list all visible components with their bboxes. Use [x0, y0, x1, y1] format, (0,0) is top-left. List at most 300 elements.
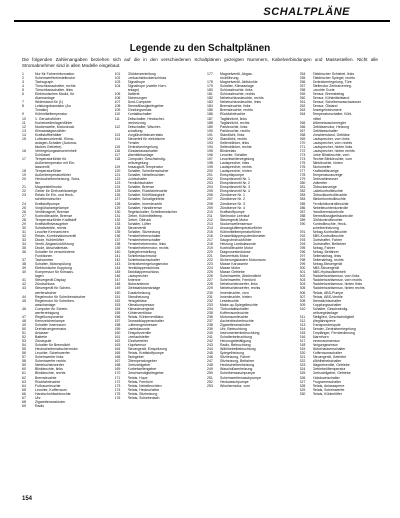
legend-number: 12 [22, 124, 26, 129]
legend-label: Linke Blinkleuchte, vorn [312, 152, 350, 157]
legend-number: 274 [299, 156, 306, 161]
legend-number: 166 [114, 355, 121, 360]
legend-label: Magnetventile, Getriebe [312, 363, 350, 368]
legend-number: 27 [22, 213, 26, 218]
legend-number: 308 [299, 298, 306, 303]
legend-number: 174 [114, 387, 121, 392]
legend-label: Sensor, Scheibenwaschwasser [312, 100, 361, 105]
legend-label: Ventil, Abgasrückführung [35, 241, 74, 246]
legend-label: Zündverteiler [127, 339, 148, 344]
legend-label: scheibenheizung [312, 225, 339, 230]
legend-number: 115 [114, 144, 121, 149]
legend-number: 54 [22, 343, 26, 348]
legend-number: 24 [22, 201, 26, 206]
legend-number: 251 [207, 375, 213, 380]
legend-label: Bremsleuchte [35, 375, 57, 380]
legend-label: Transponderspule [312, 322, 341, 327]
legend-number: 63 [22, 379, 26, 384]
legend-label: Kraftstoffanzeige [312, 169, 339, 174]
legend-label: Sensor, Ölstand [312, 104, 338, 109]
legend-label: Gebläsemotor, Heizung [312, 124, 350, 129]
legend-label: Masse Getriebe [220, 270, 245, 275]
legend-label: Blinkrelais [220, 148, 236, 153]
legend-number: 15 [22, 136, 26, 141]
legend-number: 168 [114, 363, 121, 368]
legend-label: Zündanlassschalter [127, 148, 158, 153]
legend-label: werferreinigung [35, 310, 60, 315]
legend-number: 278 [299, 173, 306, 178]
legend-label: Scheinwerfer, Fernlicht [220, 278, 256, 283]
legend-label: Zündungsrelais [127, 108, 152, 113]
legend-number: 13 [22, 128, 26, 133]
legend-number: 268 [299, 132, 306, 137]
legend-number: 157 [114, 318, 121, 323]
legend-label: Schiebedachschalter [127, 258, 160, 263]
legend-number: 175 [114, 391, 121, 396]
legend-label: Steuergerät Display [35, 278, 66, 283]
legend-number: 150 [114, 290, 121, 295]
legend-label: Radio, Beleuchtung [220, 343, 251, 348]
legend-label: Kontrollleuchte, Bremse [35, 213, 73, 218]
legend-number: 141 [114, 254, 121, 259]
legend-number: 112 [114, 124, 121, 129]
legend-label: Schlüssel [35, 152, 50, 157]
legend-label: Blinkerkontrollleuchte [312, 197, 346, 202]
legend-label: Schlussleuchte, rechts [220, 92, 256, 97]
legend-label: Gurtstraffer, Beifahrer [312, 241, 347, 246]
legend-number: 286 [299, 205, 306, 210]
legend-number: 284 [299, 197, 306, 202]
legend-number: 134 [114, 225, 121, 230]
legend-number: 140 [114, 250, 121, 255]
legend-number: 231 [207, 294, 213, 299]
legend-label: Computer, Geschwindig- [127, 156, 166, 161]
legend-label: Signalhupe (zweite Horn- [127, 84, 167, 89]
legend-label: Kickdownschalter [312, 375, 340, 380]
legend-label: Glühkontrollleuchte [312, 217, 343, 222]
legend-label: Drehzahlmesser [312, 177, 338, 182]
legend-number: 49 [22, 322, 26, 327]
legend-label: Airbag-Steuergerät [312, 262, 343, 267]
legend-number: 137 [114, 237, 121, 242]
legend-number: 267 [299, 128, 306, 133]
legend-number: 180 [207, 88, 213, 93]
legend-number: 110 [114, 112, 121, 117]
legend-label: Bremsleuchte, rechts [220, 108, 253, 113]
legend-number: 270 [299, 140, 306, 145]
legend-label: Kurbelwellengeber [127, 367, 157, 372]
legend-label: Antenne [127, 278, 141, 283]
legend-number: 266 [299, 124, 306, 129]
legend-label: Drehzahlgeber, Getriebe [312, 371, 351, 376]
legend-number: 201 [207, 173, 213, 178]
legend-label: Batterie [35, 335, 48, 340]
legend-number: 23 [22, 193, 26, 198]
legend-number: 311 [299, 314, 306, 319]
legend-label: Sensor, Bremsbelag [312, 92, 345, 97]
legend-number: 293 [299, 237, 306, 242]
legend-label: Lautsprecher, vorn rechts [312, 140, 352, 145]
legend-label: Sitzheizung, Beifahrer [220, 359, 255, 364]
legend-label: Seitenblinker, links [220, 140, 249, 145]
legend-number: 255 [299, 76, 306, 81]
legend-number: 314 [299, 326, 306, 331]
legend-label: Tagfahrlicht, links [220, 116, 247, 121]
legend-label: Fensterhebermotor, rechts [127, 246, 169, 251]
legend-number: 37 [22, 258, 26, 263]
legend-label: Fernlichtschalter [127, 181, 154, 186]
legend-number: 288 [299, 213, 306, 218]
legend-label: Diebstahlwarnanlage [127, 286, 161, 291]
legend-number: 113 [114, 132, 121, 137]
legend-number: 62 [22, 375, 26, 380]
legend-label: Scheinwerfer, Abblendlicht [220, 274, 262, 279]
legend-label: Stellglied, Geschwindigkeit [312, 314, 355, 319]
legend-label: Alarmanlage [35, 96, 55, 101]
legend-number: 233 [207, 302, 213, 307]
legend-number: 26 [22, 209, 26, 214]
legend-label: Heckwaschpumpe [220, 379, 249, 384]
legend-number: 151 [114, 294, 121, 299]
legend-label: Leuchte Kennzeichen [35, 229, 69, 234]
legend-label: Blinkleuchte, links [35, 367, 63, 372]
legend-label: Leuchte, Scheinwerfer [35, 351, 70, 356]
legend-number: 187 [207, 116, 213, 121]
legend-label: Sicherungen [127, 96, 148, 101]
legend-label: Vorwiderstand, Gebläse [312, 132, 350, 137]
legend-label: Schalter, Kühlflüssigkeit [127, 193, 165, 198]
legend-number: 275 [299, 161, 306, 166]
legend-number: 222 [207, 258, 213, 263]
page-number: 154 [22, 496, 33, 502]
legend-number: 232 [207, 298, 213, 303]
legend-number: 164 [114, 347, 121, 352]
legend-label: Schalter für Bremslicht [35, 343, 71, 348]
legend-label: Temperaturfühler für [35, 156, 67, 161]
legend-number: 68 [22, 399, 26, 404]
legend-number: 60 [22, 367, 26, 372]
legend-label: keitsregelanlage [312, 310, 338, 315]
legend-label: Einspritzventil Nr. 1 [220, 177, 250, 182]
legend-number: 183 [207, 100, 213, 105]
legend-label: Drosselklappenschalter [127, 318, 164, 323]
legend-label: Scheinwerferwaschpumpe [220, 375, 262, 380]
legend-number: 325 [299, 371, 306, 376]
legend-label: Funktionen [35, 254, 53, 259]
legend-label: Nockenwelle, Motordruck [35, 124, 75, 129]
legend-label: Spiegelverstellung [127, 250, 157, 255]
legend-number: 197 [207, 156, 213, 161]
legend-number: 240 [207, 331, 213, 335]
legend-number: 271 [299, 144, 306, 149]
legend-number: 124 [114, 185, 121, 190]
legend-label: Zeitschalter, Heckschei- [127, 116, 165, 121]
legend-label: Gebläseschalter [312, 128, 338, 133]
page-header [14, 6, 390, 20]
legend-label: Relais, Schiebedach [127, 395, 160, 400]
legend-label: Spiegelheizung [220, 351, 244, 356]
legend-label: Türschlossschalter, links [35, 88, 73, 93]
legend-number: 301 [299, 270, 306, 275]
legend-number: 272 [299, 148, 306, 153]
legend-label: Öldruckanzeige [312, 185, 337, 190]
legend-label: Schalter, Geschwindig- [312, 306, 349, 311]
legend-number: 66 [22, 391, 26, 396]
legend-label: Relais, Anlasssperre [312, 383, 345, 388]
legend-number: 302 [299, 274, 306, 279]
legend-number: 218 [207, 241, 213, 246]
legend-number: 252 [207, 379, 213, 384]
legend-label: werferwischer [35, 290, 57, 295]
legend-label: Drehstromgenerator [35, 326, 67, 331]
legend-number: 129 [114, 205, 121, 210]
legend-label: Einspritzventil Nr. 4 [220, 189, 250, 194]
legend-number: 234 [207, 306, 213, 311]
legend-label: Anzeigeinstrument [312, 108, 342, 113]
legend-label: Nebelscheinwerfer [35, 363, 64, 368]
legend-label: Regelkomponente [35, 314, 64, 319]
legend-number: 133 [114, 221, 121, 226]
legend-label: Zigarettenanzünder [220, 322, 251, 327]
legend-label: Stellmotor Zentralverrieg. [312, 84, 352, 89]
legend-label: Nebelscheinwerfer, links [220, 282, 258, 287]
legend-label: Relais für Ein- und Heck- [35, 193, 74, 198]
legend-label: Öltemperaturgeber [127, 359, 157, 364]
legend-number: 321 [299, 355, 306, 360]
legend-number: 205 [207, 189, 213, 194]
legend-number: 295 [299, 246, 306, 251]
legend-number: 7 [22, 100, 24, 105]
legend-label: Kraftstoffbehälter [35, 132, 62, 137]
legend-number: 107 [114, 100, 121, 105]
legend-number: 34 [22, 241, 26, 246]
legend-number: 230 [207, 290, 213, 295]
legend-number: 163 [114, 343, 121, 348]
legend-label: Zusatzheizung [127, 290, 151, 295]
legend-number: 229 [207, 286, 213, 291]
legend-label: Kennzeichenlampe [35, 318, 65, 323]
legend-label: Schalter, Scheibenwischer [127, 169, 169, 174]
legend-number: 47 [22, 314, 26, 319]
legend-entry [207, 384, 294, 388]
legend-number: 329 [299, 387, 306, 392]
legend-label: tisches Getriebe) [35, 144, 62, 149]
legend-number: 11 [22, 120, 26, 125]
legend-number: 178 [207, 80, 213, 85]
legend-number: 142 [114, 258, 121, 263]
legend-label: Rechte Blinkleuchte, vorn [312, 156, 353, 161]
legend-number: 259 [299, 92, 306, 97]
legend-number: 167 [114, 359, 121, 364]
legend-number: 21 [22, 185, 26, 190]
legend-label: Airbag, Fahrer [312, 246, 335, 251]
legend-label: Nebelleuchtenkontrolle [312, 205, 349, 210]
legend-label: Relais, Fernlicht [127, 379, 153, 384]
legend-label: Fensterhebermotor, links [127, 241, 167, 246]
legend-number: 306 [299, 290, 306, 295]
legend-label: Geschwindigkeitsgeber [127, 371, 164, 376]
legend-label: Heckscheibenwischermotor [35, 347, 78, 352]
legend-number: 162 [114, 339, 121, 344]
legend-number: 324 [299, 367, 306, 372]
legend-label: Lautsprecher, hinten links [312, 144, 353, 149]
legend-label: Empfänger, Fernbedienung [312, 331, 355, 335]
legend-number: 4 [22, 84, 24, 89]
legend-label: Widerstand für (1) [35, 100, 64, 105]
legend-label: Programmschalter [312, 379, 342, 384]
legend-label: Radio [35, 403, 45, 408]
legend-label: Temperaturschalter, Kühl- [312, 112, 353, 117]
legend-label: Standheizung [127, 294, 149, 299]
legend-number: 260 [299, 96, 306, 101]
legend-label: Kraftstoffpumpe [220, 209, 245, 214]
legend-label: Rückfahrleuchte [35, 379, 61, 384]
legend-label: scheibenwischer [35, 197, 61, 202]
legend-number: 1 [22, 72, 24, 76]
legend-number: 39 [22, 266, 26, 271]
legend-number: 149 [114, 286, 121, 291]
legend-number: 130 [114, 209, 121, 214]
legend-number: 154 [114, 306, 121, 311]
legend-label: Lautsprecher, hinten rechts [312, 148, 355, 153]
legend-number: 228 [207, 282, 213, 287]
legend-number: 50 [22, 326, 26, 331]
legend-label: Tachograph [35, 80, 54, 85]
legend-label: Airbag-Kontrollleuchte [312, 229, 347, 234]
legend-label: Fußraumleuchte [35, 383, 61, 388]
legend-label: Kupplungsschalter [312, 302, 342, 307]
legend-label: rückführung [220, 76, 239, 81]
legend-number: 212 [207, 217, 213, 222]
legend-number: 179 [207, 84, 213, 89]
legend-label: Computer für Schein- [35, 306, 69, 311]
legend-label: Heckscheibenheizung, Scha- [35, 177, 81, 182]
legend-label: Luftmengenmesser [127, 322, 158, 327]
legend-column [207, 72, 294, 492]
legend-number: 36 [22, 250, 26, 255]
legend-label: Kontrollleuchte, Heck- [312, 221, 347, 226]
legend-label: Schalter, Innenleuchte [127, 201, 163, 206]
legend-label: Sensor, Kühlmittelstand [312, 96, 350, 101]
legend-label: Steuergerät für Schein- [35, 286, 72, 291]
legend-label: Schiebedachmotor [127, 254, 157, 259]
legend-label: Türkontaktschalter [220, 306, 249, 311]
legend-number: 59 [22, 363, 26, 368]
legend-number: 225 [207, 270, 213, 275]
legend-number: 128 [114, 201, 121, 206]
header-rule [14, 20, 390, 22]
legend-label: Luftsolenoidventil, Klima- [35, 136, 74, 141]
legend-label: Wärmetauscherregler [312, 120, 347, 125]
legend-number: 249 [207, 367, 213, 372]
legend-number: 186 [207, 112, 213, 117]
legend-number: 20 [22, 177, 26, 182]
legend-number: 43 [22, 286, 26, 291]
legend-label: Schalter, Bremse [127, 185, 155, 190]
legend-number: 146 [114, 274, 121, 279]
legend-number: 203 [207, 181, 213, 186]
legend-label: Schalter, Rückfahrleuchte [127, 189, 168, 194]
legend-label: Temperaturanzeige [312, 173, 343, 178]
legend-label: Wählhebelschalter [312, 359, 342, 364]
legend-number: 31 [22, 229, 26, 234]
legend-label: Schalter, Lüfter [127, 221, 152, 226]
legend-number: 312 [299, 318, 306, 323]
legend-number: 209 [207, 205, 213, 210]
legend-number: 55 [22, 347, 26, 352]
legend-number: 223 [207, 262, 213, 267]
legend-label: Scheinwerfer rechts [35, 359, 66, 364]
legend-number: 144 [114, 266, 121, 271]
legend-label: Steuergerät, Getriebe [312, 355, 347, 360]
legend-label: Saugrohrdruckfühler [220, 237, 252, 242]
legend-number: 273 [299, 152, 306, 157]
legend-label: Steuergerät Motor [220, 217, 249, 222]
legend-number: 117 [114, 152, 121, 157]
legend-number: 61 [22, 371, 26, 376]
legend-column [300, 72, 387, 492]
legend-number: 220 [207, 250, 213, 255]
legend-label: Geber, Kühlmitteltemp. [127, 213, 164, 218]
legend-number: 138 [114, 241, 121, 246]
legend-number: 33 [22, 237, 26, 242]
legend-label: Rückfahrleuchte [220, 112, 246, 117]
legend-label: Innenraumsensor [312, 339, 340, 344]
legend-label: Temperaturfühler Kraftstoff [35, 217, 77, 222]
legend-number: 16 [22, 148, 26, 153]
legend-label: Masse Karosserie [220, 262, 249, 267]
legend-number: 263 [299, 108, 306, 113]
legend-number: 224 [207, 266, 213, 271]
legend-number: 57 [22, 355, 26, 360]
legend-label: Schalter, Nebelleuchten [127, 173, 165, 178]
legend-number: 105 [114, 92, 121, 97]
legend-label: Diode, Kühlerlüfter [35, 237, 64, 242]
legend-label: Fernlichtkontrollleuchte [312, 201, 349, 206]
legend-number: 171 [114, 375, 121, 380]
legend-label: Handschuhfachleuchte [35, 391, 71, 396]
legend-number: 227 [207, 278, 213, 283]
legend-label: Vorglühzeitsteuerrelais [127, 132, 163, 137]
legend-label: Kühlmitteltemperaturfühler [220, 229, 262, 234]
legend-label: Lautsprecher, hinten [220, 169, 252, 174]
legend-number: 196 [207, 152, 213, 157]
legend-label: Aschenbecherleuchte [220, 318, 254, 323]
legend-label: ABS-Hydraulikeinheit [312, 270, 346, 275]
legend-number: 279 [299, 177, 306, 182]
legend-number: 318 [299, 343, 306, 348]
legend-label: Uhr, Beleuchtung [220, 326, 247, 331]
legend-number: 194 [207, 144, 213, 149]
legend-label: Magnetventil, Aktivkohle [220, 80, 258, 85]
legend-label: Außentemperaturfühler [35, 173, 71, 178]
legend-number: 104 [114, 84, 121, 89]
legend-number: 188 [207, 120, 213, 125]
legend-number: 10 [22, 116, 26, 121]
legend-label: Signalhupe [127, 80, 146, 85]
legend-label: Drehzahlgeber [127, 363, 151, 368]
legend-number: 195 [207, 148, 213, 153]
legend-number: 276 [299, 165, 306, 170]
legend-label: Regelmotor für Scheiben- [35, 298, 75, 303]
legend-number: 291 [299, 229, 306, 234]
legend-number: 123 [114, 181, 121, 186]
legend-label: Zündkerze Nr. 2 [220, 197, 245, 202]
legend-number: 147 [114, 278, 121, 283]
legend-label: Öldruckkontrollleuchte [312, 193, 348, 198]
legend-label: Waschdüsenheizung [220, 367, 253, 372]
legend-label: Standlicht, links [220, 132, 245, 137]
